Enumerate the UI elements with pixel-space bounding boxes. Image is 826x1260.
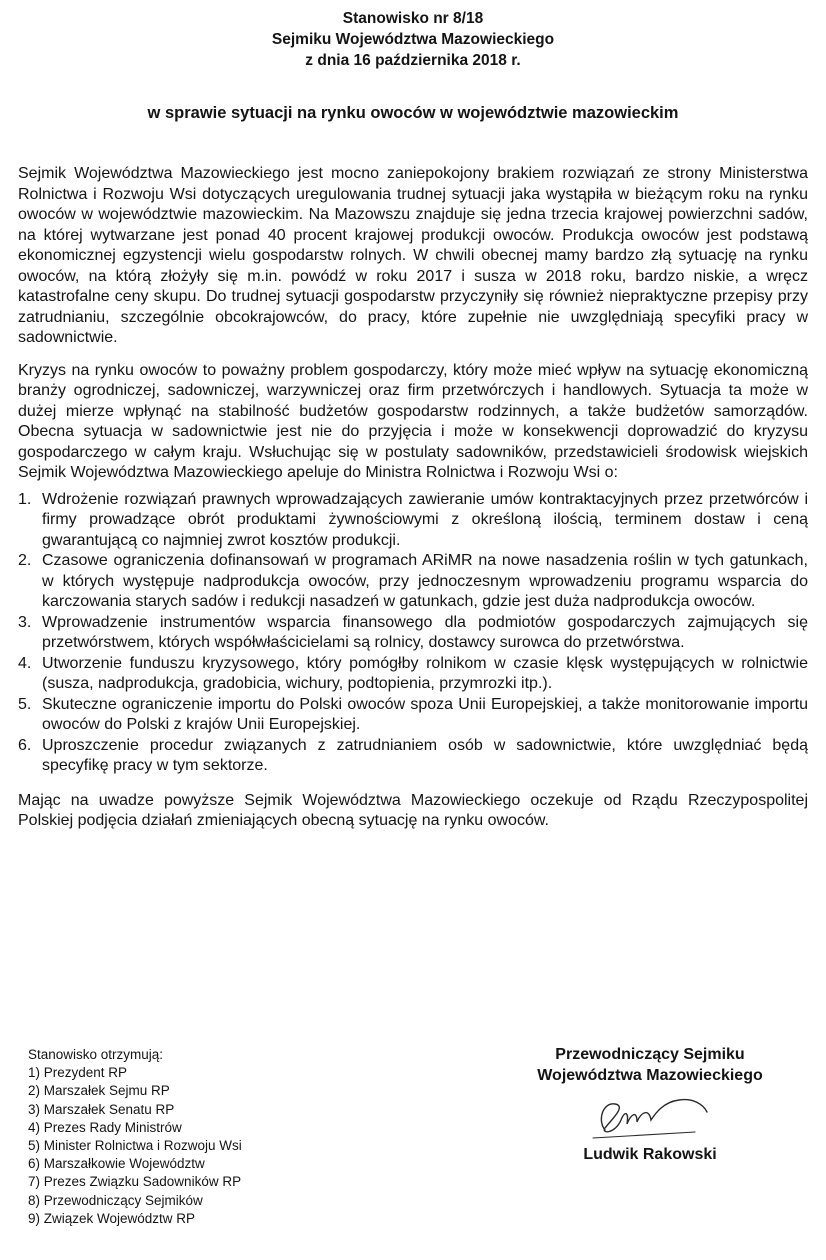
list-item-number: 5. (18, 695, 32, 713)
paragraph-closing: Mając na uwadze powyższe Sejmik Województwa Mazowieckiego oczekuje od Rządu Rzeczypospolitej Polskiej podjęcia działań zmieniających obecną sytuację na rynku owoców. (18, 791, 808, 829)
list-item-text: Wdrożenie rozwiązań prawnych wprowadzających zawieranie umów kontraktacyjnych przez przetwórców i firmy prowadzące obrót produktami żywnościowymi z określoną ilością, terminem dostaw i ceną gwarantującą co najmniej zwrot kosztów produkcji. (42, 490, 808, 549)
recipient-item: 2) Marszałek Sejmu RP (28, 1083, 170, 1099)
list-item-text: Czasowe ograniczenia dofinansowań w programach ARiMR na nowe nasadzenia roślin w tych gatunkach, w których występuje nadprodukcja owoców, przy jednoczesnym wprowadzeniu programu wsparcia do karczowania starych sadów i redukcji nasadzeń w gatunkach, gdzie jest duża nadprodukcja owoców. (42, 552, 808, 610)
signature-block (480, 1044, 820, 1165)
list-item-number: 1. (18, 490, 32, 508)
list-item (18, 490, 808, 552)
document-body (18, 164, 808, 844)
recipients-block (28, 1046, 348, 1228)
list-item (18, 736, 808, 777)
list-item (18, 551, 808, 613)
recipient-item: 5) Minister Rolnictwa i Rozwoju Wsi (28, 1138, 242, 1154)
list-item-number: 4. (18, 654, 32, 672)
list-item-text: Uproszczenie procedur związanych z zatrudnianiem osób w sadownictwie, które uwzględniać będą specyfikę pracy w tym sektorze. (42, 736, 808, 774)
document-date: z dnia 16 października 2018 r. (305, 52, 521, 69)
list-item-text: Utworzenie funduszu kryzysowego, który pomógłby rolnikom w czasie klęsk występujących w rolnictwie (susza, nadprodukcja, gradobicia, wichury, podtopienia, przymrozki itp.). (42, 654, 808, 692)
list-item (18, 695, 808, 736)
document-header (0, 8, 826, 71)
issuing-body: Sejmiku Województwa Mazowieckiego (271, 31, 555, 48)
recipient-item: 9) Związek Województw RP (28, 1210, 196, 1226)
handwritten-signature (575, 1090, 725, 1142)
recipients-heading: Stanowisko otrzymują: (28, 1047, 164, 1062)
recipients-list (28, 1064, 348, 1228)
list-item-text: Skuteczne ograniczenie importu do Polski owoców spoza Unii Europejskiej, a także monitorowanie importu owoców do Polski z krajów Unii Europejskiej. (42, 695, 808, 733)
signer-title-2: Województwa Mazowieckiego (537, 1067, 763, 1084)
document-subject: w sprawie sytuacji na rynku owoców w województwie mazowieckim (147, 104, 679, 122)
recipient-item: 7) Prezes Związku Sadowników RP (28, 1174, 242, 1190)
paragraph-intro: Sejmik Województwa Mazowieckiego jest mocno zaniepokojony brakiem rozwiązań ze strony Ministerstwa Rolnictwa i Rozwoju Wsi dotyczących uregulowania trudnej sytuacji jaka wystąpiła w bieżącym roku na rynku owoców w województwie mazowieckim. Na Mazowszu znajduje się jedna trzecia krajowej powierzchni sadów, na której wytwarzane jest ponad 40 procent krajowej produkcji owoców. Produkcja owoców jest podstawą ekonomicznej egzystencji wielu gospodarstw rolnych. W chwili obecnej mamy bardzo złą sytuację na rynku owoców, na którą złożyły się m.in. powódź w roku 2017 i susza w 2018 roku, bardzo niskie, a wręcz katastrofalne ceny skupu. Do trudnej sytuacji gospodarstw przyczyniły się również niepraktyczne przepisy przy zatrudnianiu, szczególnie obcokrajowców, do pracy, które zupełnie nie uwzględniają specyfiki pracy w sadownictwie. (18, 165, 808, 346)
paragraph-crisis: Kryzys na rynku owoców to poważny problem gospodarczy, który może mieć wpływ na sytuację ekonomiczną branży ogrodniczej, sadowniczej, warzywniczej oraz firm przetwórczych i handlowych. Sytuacja ta może w dużej mierze wpłynąć na stabilność budżetów gospodarstw rodzinnych, a także budżetów samorządów. Obecna sytuacja w sadownictwie jest nie do przyjęcia i może w konsekwencji doprowadzić do kryzysu gospodarczego w całym kraju. Wsłuchując się w postulaty sadowników, przedstawicieli środowisk wiejskich Sejmik Województwa Mazowieckiego apeluje do Ministra Rolnictwa i Rozwoju Wsi o: (18, 361, 808, 481)
document-title: Stanowisko nr 8/18 (342, 10, 484, 27)
list-item-number: 6. (18, 736, 32, 754)
list-item-text: Wprowadzenie instrumentów wsparcia finansowego dla podmiotów gospodarczych zajmujących się przetwórstwem, których współwłaścicielami są rolnicy, dostawcy surowca do przetwórstwa. (42, 613, 808, 651)
recipient-item: 6) Marszałkowie Województw (28, 1156, 205, 1172)
list-item (18, 654, 808, 695)
list-item-number: 2. (18, 552, 32, 569)
signer-title: Przewodniczący Sejmiku (555, 1046, 745, 1063)
recipient-item: 1) Prezydent RP (28, 1065, 128, 1081)
signer-name: Ludwik Rakowski (583, 1146, 717, 1163)
recipient-item: 4) Prezes Rady Ministrów (28, 1119, 182, 1135)
recipient-item: 8) Przewodniczący Sejmików (28, 1192, 203, 1208)
recipient-item: 3) Marszałek Senatu RP (28, 1101, 175, 1117)
list-item-number: 3. (18, 613, 32, 631)
list-item (18, 613, 808, 654)
demands-list (18, 490, 808, 777)
